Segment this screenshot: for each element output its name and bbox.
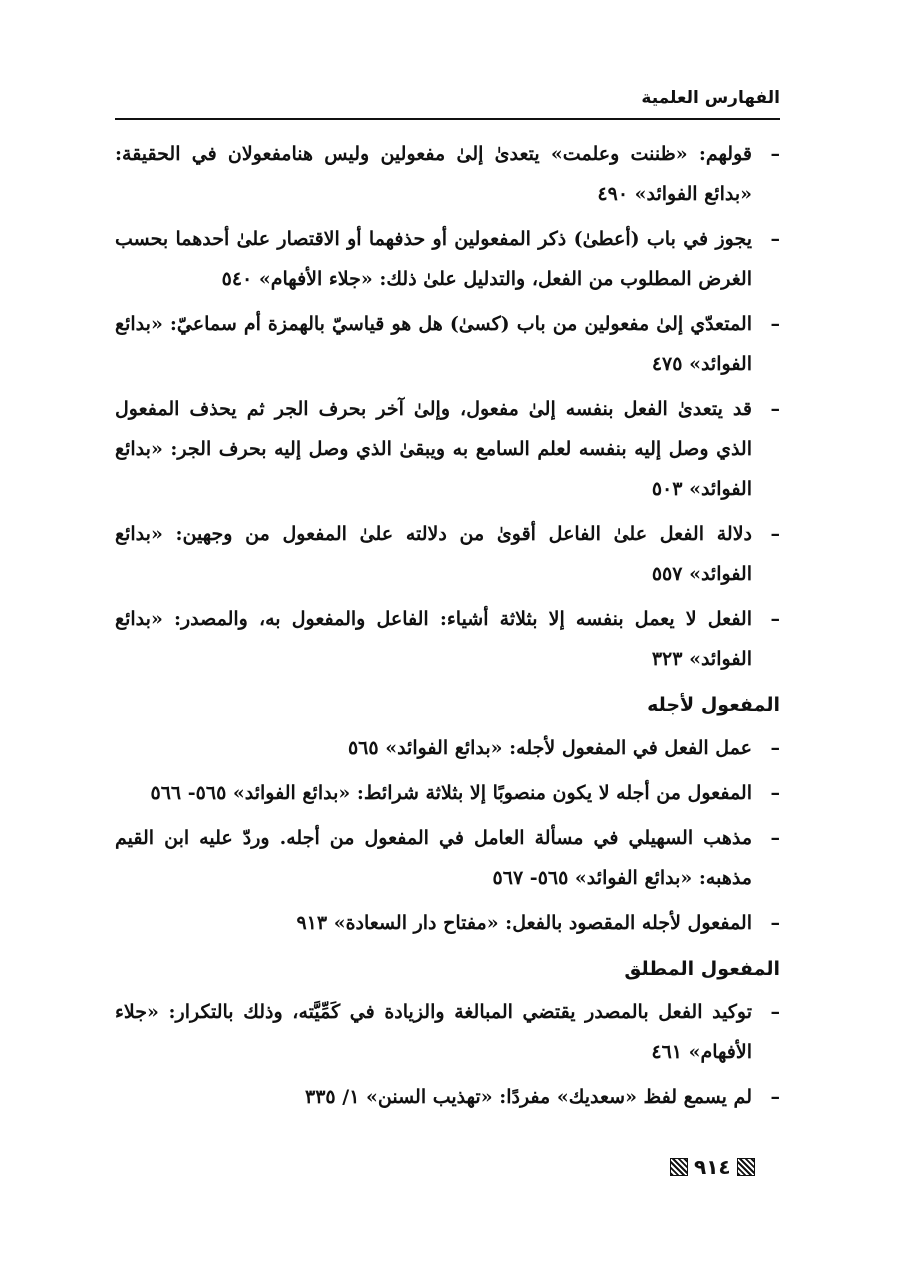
index-entry [115, 1077, 780, 1117]
dash-bullet: – [770, 1001, 780, 1023]
index-entry [115, 728, 780, 768]
running-header [115, 88, 780, 120]
dash-bullet: – [770, 608, 780, 630]
dash-bullet: – [770, 737, 780, 759]
entry-text: الفعل لا يعمل بنفسه إلا بثلاثة أشياء: الفاعل والمفعول به، والمصدر: «بدائع الفوائد» ٣٢٣ [115, 608, 752, 670]
ornament-icon [670, 1158, 688, 1176]
header-title: الفهارس العلمية [641, 88, 780, 108]
dash-bullet: – [770, 398, 780, 420]
entry-text: عمل الفعل في المفعول لأجله: «بدائع الفوائد» ٥٦٥ [347, 737, 752, 759]
section-heading: المفعول المطلق [624, 958, 780, 980]
entry-text: مذهب السهيلي في مسألة العامل في المفعول من أجله. وردّ عليه ابن القيم مذهبه: «بدائع الفوائد» ٥٦٥- ٥٦٧ [115, 827, 752, 889]
index-entry [115, 773, 780, 813]
index-entry [115, 514, 780, 594]
index-entry [115, 599, 780, 679]
dash-bullet: – [770, 1086, 780, 1108]
section-heading: المفعول لأجله [647, 694, 780, 716]
dash-bullet: – [770, 143, 780, 165]
index-entry [115, 818, 780, 898]
dash-bullet: – [770, 228, 780, 250]
dash-bullet: – [770, 912, 780, 934]
dash-bullet: – [770, 313, 780, 335]
index-entry [115, 219, 780, 299]
index-entry [115, 134, 780, 214]
index-entry [115, 389, 780, 509]
entry-text: قد يتعدىٰ الفعل بنفسه إلىٰ مفعول، وإلىٰ آخر بحرف الجر ثم يحذف المفعول الذي وصل إليه بنفسه لعلم السامع به ويبقىٰ الذي وصل إليه بحرف الجر: «بدائع الفوائد» ٥٠٣ [115, 398, 752, 500]
index-entry [115, 903, 780, 943]
entry-text: المفعول لأجله المقصود بالفعل: «مفتاح دار السعادة» ٩١٣ [296, 912, 752, 934]
dash-bullet: – [770, 827, 780, 849]
index-content [115, 134, 780, 1122]
entry-text: لم يسمع لفظ «سعديك» مفردًا: «تهذيب السنن» ١/ ٣٣٥ [305, 1086, 752, 1108]
entry-text: دلالة الفعل علىٰ الفاعل أقوىٰ من دلالته علىٰ المفعول من وجهين: «بدائع الفوائد» ٥٥٧ [115, 523, 752, 585]
page-footer [670, 1150, 780, 1184]
ornament-icon [737, 1158, 755, 1176]
page-number: ٩١٤ [694, 1155, 731, 1179]
entry-text: المتعدّي إلىٰ مفعولين من باب (كسىٰ) هل هو قياسيّ بالهمزة أم سماعيّ: «بدائع الفوائد» ٤٧٥ [115, 313, 752, 375]
entry-text: قولهم: «ظننت وعلمت» يتعدىٰ إلىٰ مفعولين وليس هنامفعولان في الحقيقة: «بدائع الفوائد» ٤٩٠ [115, 143, 752, 205]
entry-text: المفعول من أجله لا يكون منصوبًا إلا بثلاثة شرائط: «بدائع الفوائد» ٥٦٥- ٥٦٦ [150, 782, 752, 804]
dash-bullet: – [770, 782, 780, 804]
index-entry [115, 992, 780, 1072]
entry-text: توكيد الفعل بالمصدر يقتضي المبالغة والزيادة في كَمِّيَّته، وذلك بالتكرار: «جلاء الأفهام» ٤٦١ [115, 1001, 752, 1063]
index-entry [115, 304, 780, 384]
entry-text: يجوز في باب (أعطىٰ) ذكر المفعولين أو حذفهما أو الاقتصار علىٰ أحدهما بحسب الغرض المطلوب من الفعل، والتدليل علىٰ ذلك: «جلاء الأفهام» ٥٤٠ [115, 228, 752, 290]
dash-bullet: – [770, 523, 780, 545]
